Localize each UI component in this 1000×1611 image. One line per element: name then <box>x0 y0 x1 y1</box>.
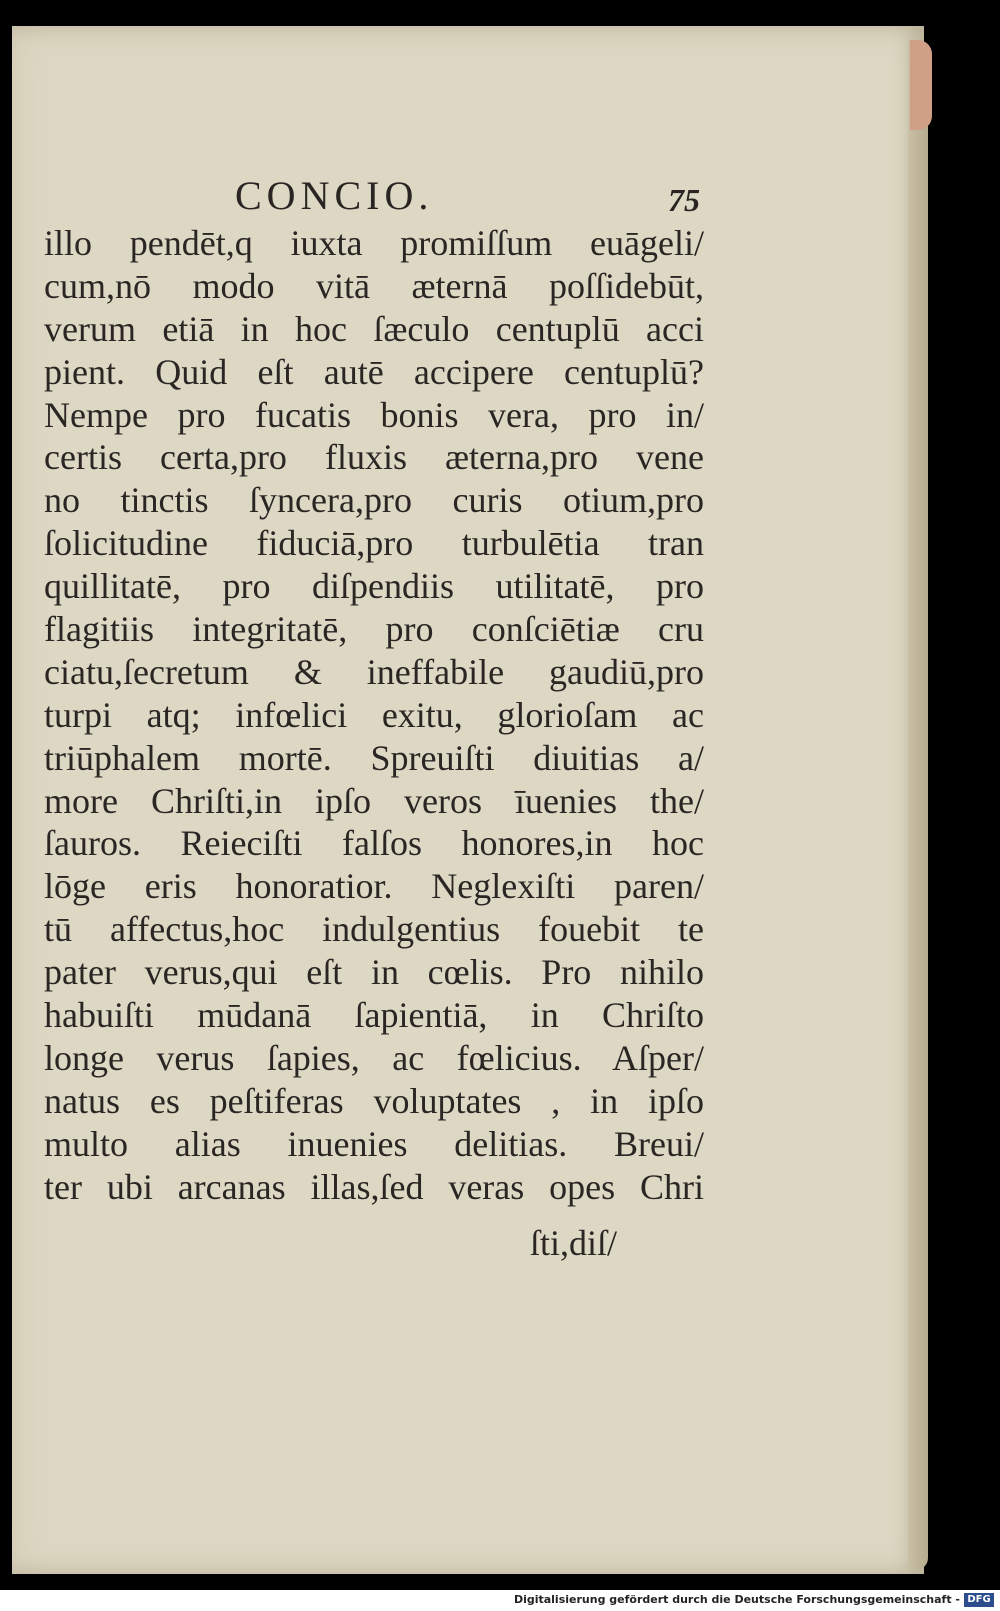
text-line: more Chriſti,in ipſo veros īuenies the/ <box>44 780 704 821</box>
page-edge <box>908 40 928 1570</box>
text-line: multo alias inuenies delitias. Breui/ <box>44 1123 704 1164</box>
footer-credit: Digitalisierung gefördert durch die Deutsche Forschungsgemeinschaft - <box>513 1593 960 1606</box>
footer-bar <box>0 1590 1000 1611</box>
text-line: ſolicitudine fiduciā,pro turbulētia tran <box>44 523 704 564</box>
text-line: flagitiis integritatē, pro conſciētiæ cru <box>44 609 704 650</box>
text-line: Nempe pro fucatis bonis vera, pro in/ <box>44 394 704 435</box>
text-line: turpi atq; infœlici exitu, glorioſam ac <box>44 694 704 735</box>
text-line: certis certa,pro fluxis æterna,pro vene <box>44 437 704 478</box>
text-line: tū affectus,hoc indulgentius fouebit te <box>44 909 704 950</box>
text-line: illo pendēt,q iuxta promiſſum euāgeli/ <box>44 223 704 263</box>
catchword: ſti,diſ/ <box>530 1223 618 1263</box>
text-line: ter ubi arcanas illas,ſed veras opes Chri <box>44 1166 704 1207</box>
text-line: cum,nō modo vitā æternā poſſidebūt, <box>44 265 704 306</box>
text-line: no tinctis ſyncera,pro curis otium,pro <box>44 480 704 521</box>
text-line: pient. Quid eſt autē accipere centuplū? <box>44 351 704 392</box>
text-line: ſauros. Reieciſti falſos honores,in hoc <box>44 823 704 864</box>
text-line: triūphalem mortē. Spreuiſti diuitias a/ <box>44 737 704 778</box>
page-tab-marker <box>910 40 932 130</box>
text-line: habuiſti mūdanā ſapientiā, in Chriſto <box>44 995 704 1036</box>
text-line: pater verus,qui eſt in cœlis. Pro nihilo <box>44 952 704 993</box>
text-line: natus es peſtiferas voluptates , in ipſo <box>44 1080 704 1121</box>
dfg-logo: DFG <box>964 1593 994 1607</box>
page-header <box>40 168 740 228</box>
text-line: verum etiā in hoc ſæculo centuplū acci <box>44 308 704 349</box>
text-line: quillitatē, pro diſpendiis utilitatē, pro <box>44 566 704 607</box>
page-number: 75 <box>668 182 700 218</box>
running-head: CONCIO. <box>235 173 434 218</box>
text-line: lōge eris honoratior. Neglexiſti paren/ <box>44 866 704 907</box>
text-line: longe verus ſapies, ac fœlicius. Aſper/ <box>44 1037 704 1078</box>
text-line: ciatu,ſecretum & ineffabile gaudiū,pro <box>44 651 704 692</box>
body-text <box>44 222 704 1208</box>
